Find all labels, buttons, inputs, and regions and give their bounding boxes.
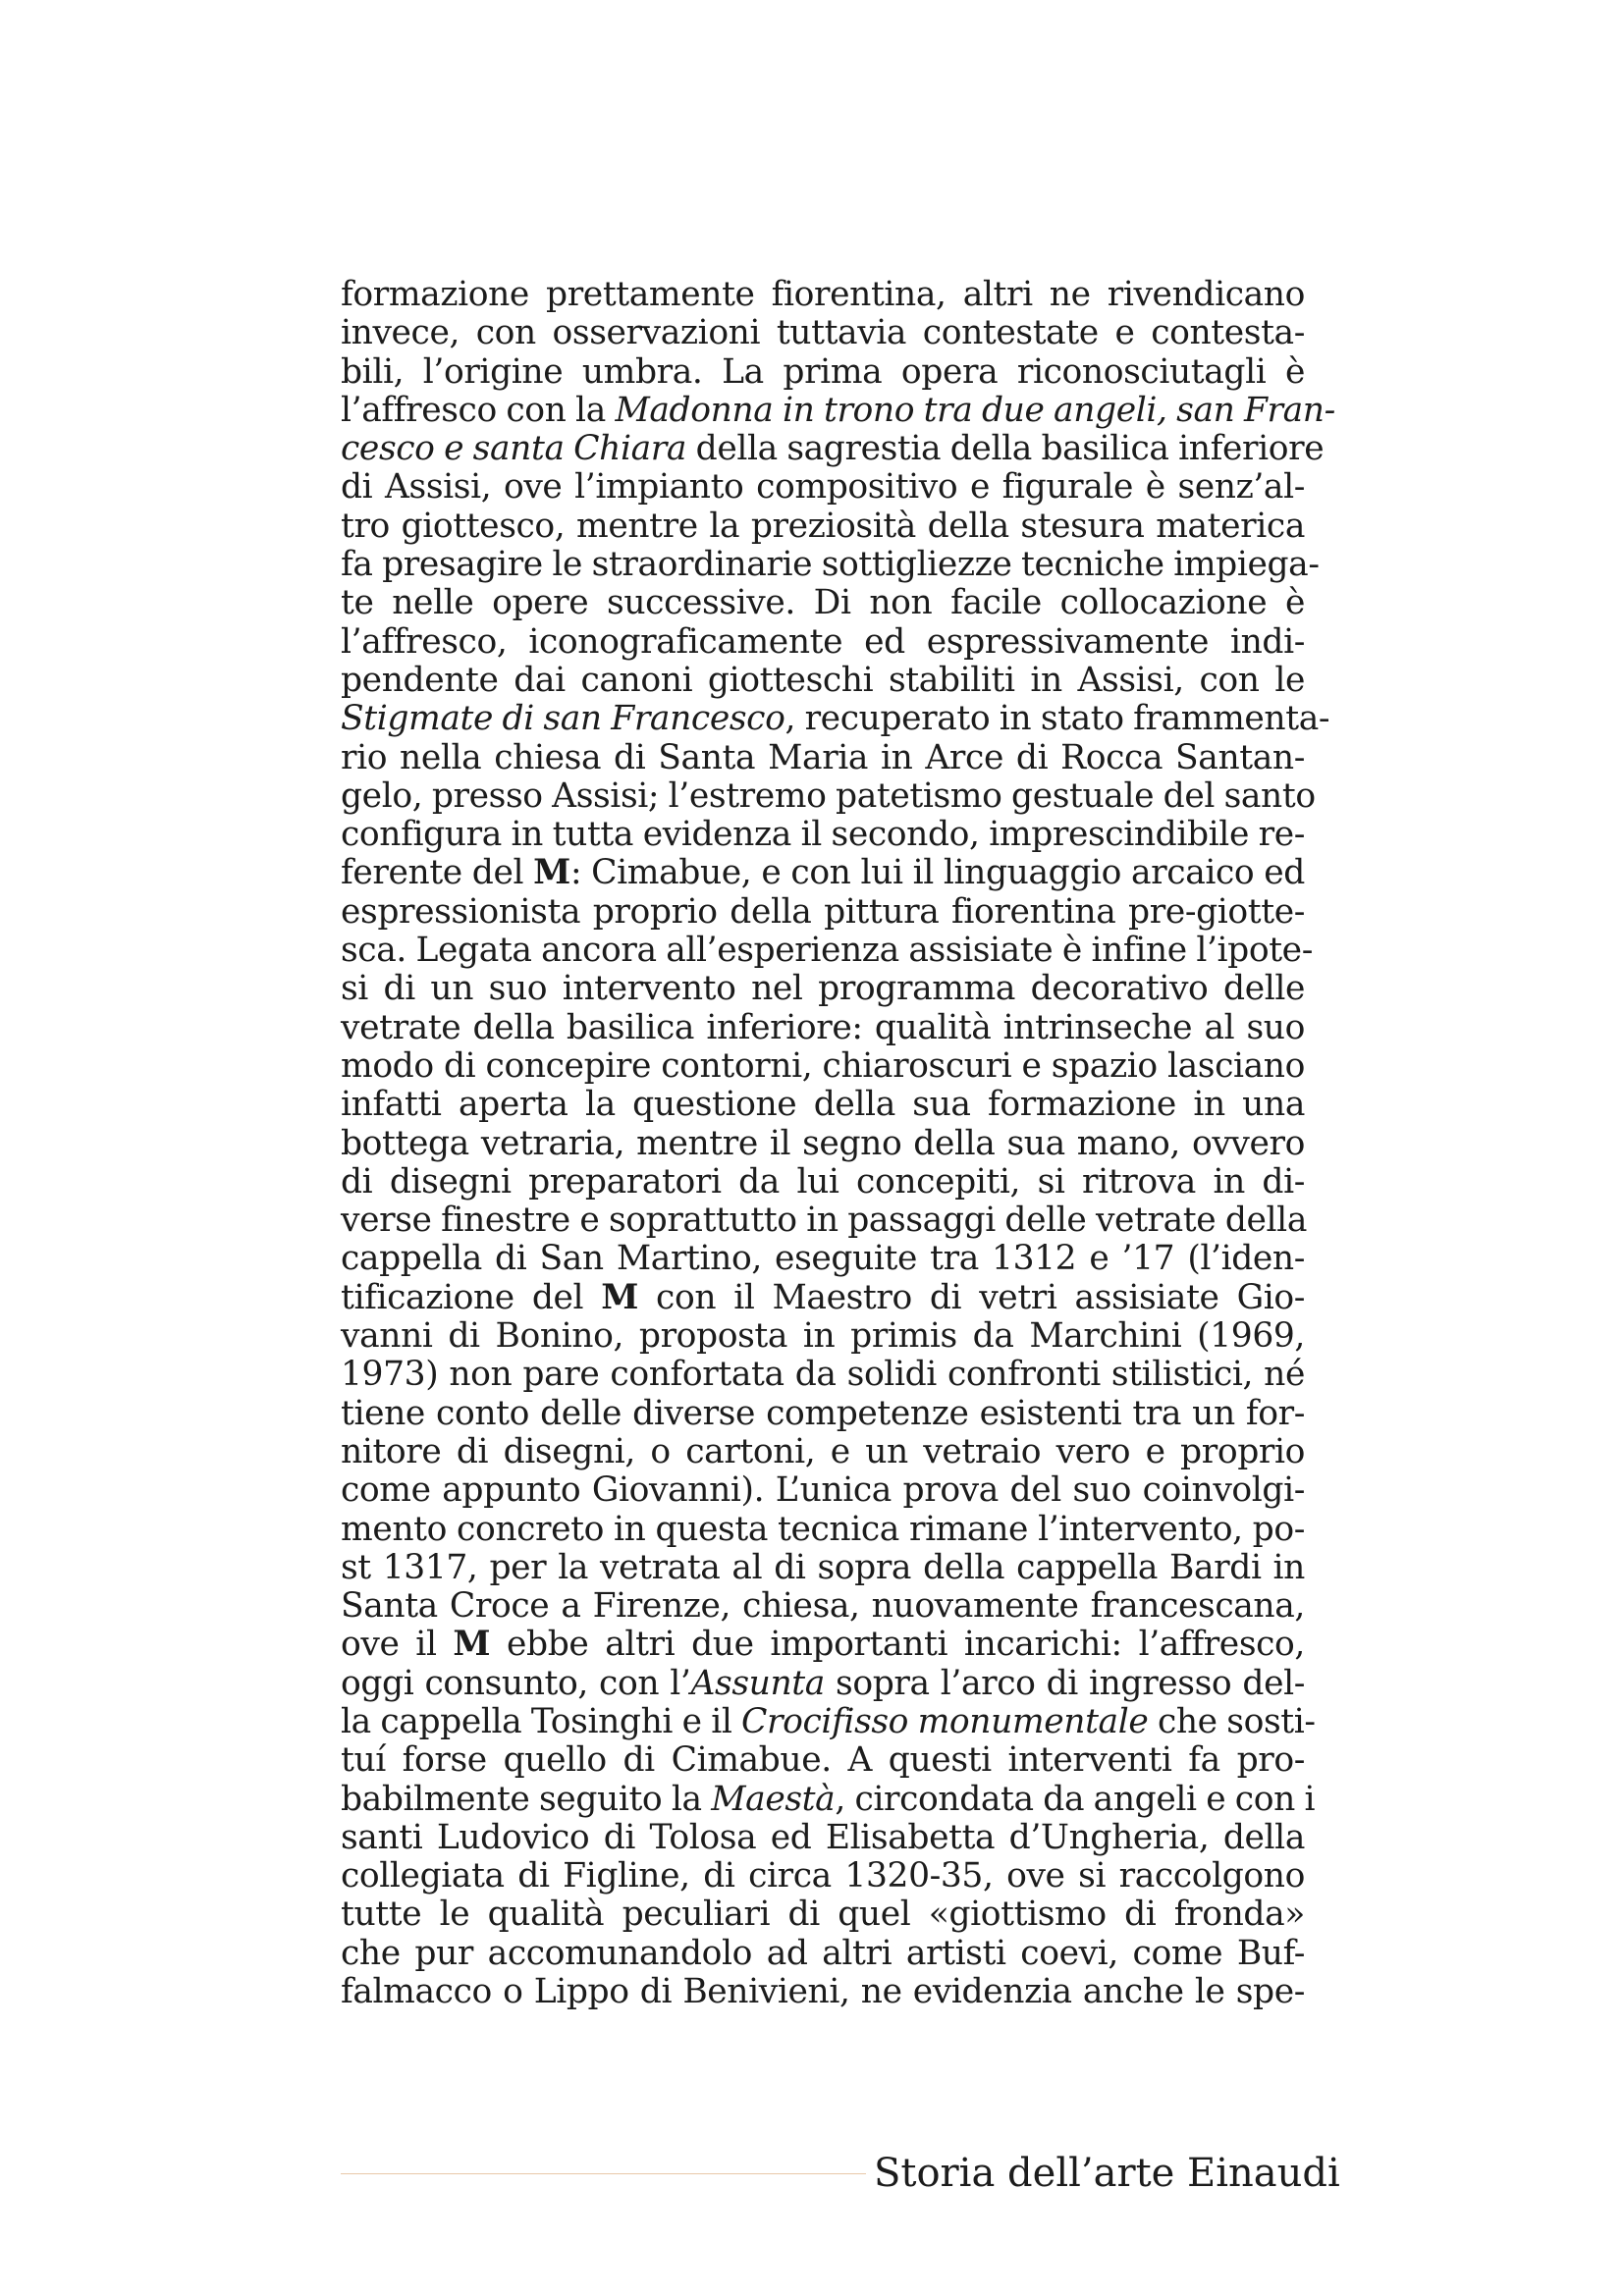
text-segment: si di un suo intervento nel programma decorativo delle: [341, 969, 1305, 1009]
text-line: [341, 1587, 1305, 1626]
text-segment: di Assisi, ove l’impianto compositivo e figurale è senz’al-: [341, 467, 1305, 507]
text-line: [341, 1857, 1305, 1896]
text-segment: : Cimabue, e con lui il linguaggio arcaico ed: [569, 853, 1305, 893]
text-line: [341, 623, 1305, 662]
text-segment: con il Maestro di vetri assisiate Gio-: [638, 1277, 1305, 1317]
text-line: [341, 1356, 1305, 1394]
text-segment: santi Ludovico di Tolosa ed Elisabetta d’Ungheria, della: [341, 1817, 1305, 1857]
text-segment: bili, l’origine umbra. La prima opera riconosciutagli è: [341, 351, 1305, 392]
text-segment: invece, con osservazioni tuttavia contestate e contesta-: [341, 313, 1305, 353]
text-segment: te nelle opere successive. Di non facile collocazione è: [341, 583, 1305, 623]
text-line: [341, 1240, 1305, 1278]
text-segment: 1973) non pare confortata da solidi confronti stilistici, né: [341, 1355, 1305, 1395]
text-segment: falmacco o Lippo di Benivieni, ne evidenzia anche le spe-: [341, 1972, 1305, 2012]
text-line: [341, 1935, 1305, 1973]
text-segment: formazione prettamente fiorentina, altri ne rivendicano: [341, 275, 1305, 314]
text-line: [341, 816, 1305, 854]
text-segment: tutte le qualità peculiari di quel «giottismo di fronda»: [341, 1895, 1305, 1935]
text-segment: l’affresco con la: [341, 390, 616, 430]
text-segment: ove il: [341, 1625, 454, 1665]
italic-text: Madonna in trono tra due angeli, san Fran-: [615, 390, 1335, 430]
text-segment: babilmente seguito la: [341, 1779, 712, 1819]
text-segment: tiene conto delle diverse competenze esistenti tra un for-: [341, 1393, 1305, 1433]
text-segment: gelo, presso Assisi; l’estremo patetismo gestuale del santo: [341, 775, 1316, 816]
text-segment: ferente del: [341, 853, 534, 893]
text-segment: vetrate della basilica inferiore: qualità intrinseche al suo: [341, 1007, 1305, 1047]
text-line: [341, 353, 1305, 392]
text-line: [341, 699, 1330, 739]
text-segment: espressionista proprio della pittura fiorentina pre-giotte-: [341, 891, 1305, 932]
text-segment: come appunto Giovanni). L’unica prova del suo coinvolgi-: [341, 1470, 1305, 1511]
text-line: [341, 1047, 1305, 1086]
text-segment: cappella di San Martino, eseguite tra 1312 e ’17 (l’iden-: [341, 1239, 1305, 1279]
text-segment: st 1317, per la vetrata al di sopra della cappella Bardi in: [341, 1547, 1305, 1587]
text-line: [341, 1741, 1305, 1780]
footer-rule: [341, 2173, 866, 2174]
text-segment: configura in tutta evidenza il secondo, imprescindibile re-: [341, 815, 1305, 855]
text-line: [341, 1549, 1305, 1587]
text-line: [341, 893, 1305, 932]
text-line: [341, 429, 1325, 469]
text-line: [341, 1779, 1316, 1819]
text-line: [341, 1896, 1305, 1934]
text-line: [341, 1086, 1305, 1124]
text-segment: che pur accomunandolo ad altri artisti coevi, come Buf-: [341, 1933, 1305, 1973]
text-line: [341, 1511, 1305, 1549]
italic-text: Stigmate di san Francesco: [341, 699, 785, 739]
text-segment: la cappella Tosinghi e il: [341, 1701, 742, 1741]
text-line: [341, 662, 1305, 700]
text-segment: sca. Legata ancora all’esperienza assisiate è infine l’ipote-: [341, 931, 1313, 971]
text-segment: tro giottesco, mentre la preziosità della stesura materica: [341, 506, 1305, 546]
text-line: [341, 545, 1320, 585]
text-segment: infatti aperta la questione della sua formazione in una: [341, 1085, 1305, 1125]
italic-text: cesco e santa Chiara: [341, 429, 687, 469]
bold-text: M: [533, 853, 570, 893]
text-segment: tificazione del: [341, 1277, 602, 1317]
text-segment: tuí forse quello di Cimabue. A questi interventi fa pro-: [341, 1740, 1305, 1781]
text-segment: che sosti-: [1148, 1701, 1316, 1741]
text-segment: verse finestre e soprattutto in passaggi delle vetrate della: [341, 1201, 1307, 1241]
text-line: [341, 931, 1313, 971]
text-line: [341, 1701, 1316, 1741]
text-segment: fa presagire le straordinarie sottigliezze tecniche impiega-: [341, 545, 1320, 585]
text-segment: l’affresco, iconograficamente ed espressivamente indi-: [341, 621, 1305, 662]
text-segment: , recuperato in stato frammenta-: [784, 699, 1330, 739]
text-segment: ebbe altri due importanti incarichi: l’affresco,: [490, 1625, 1305, 1665]
text-segment: bottega vetraria, mentre il segno della sua mano, ovvero: [341, 1123, 1305, 1163]
text-segment: mento concreto in questa tecnica rimane l’intervento, po-: [341, 1509, 1305, 1549]
text-line: [341, 507, 1305, 546]
text-line: [341, 1665, 1305, 1703]
text-line: [341, 1317, 1305, 1356]
text-line: [341, 775, 1316, 816]
text-line: [341, 1125, 1305, 1163]
text-line: [341, 854, 1305, 892]
text-line: [341, 390, 1335, 430]
text-line: [341, 1973, 1305, 2011]
text-line: [341, 739, 1305, 777]
text-segment: collegiata di Figline, di circa 1320-35, ove si raccolgono: [341, 1856, 1305, 1896]
text-line: [341, 1201, 1305, 1240]
text-segment: della sagrestia della basilica inferiore: [686, 429, 1325, 469]
text-line: [341, 468, 1305, 507]
bold-text: M: [453, 1625, 491, 1665]
italic-text: Assunta: [690, 1663, 825, 1703]
text-segment: vanni di Bonino, proposta in primis da Marchini (1969,: [341, 1316, 1305, 1357]
text-line: [341, 1395, 1305, 1433]
text-line: [341, 1009, 1305, 1047]
text-line: [341, 584, 1305, 622]
text-line: [341, 1626, 1305, 1664]
text-line: [341, 1471, 1305, 1510]
bold-text: M: [601, 1277, 639, 1317]
text-segment: di disegni preparatori da lui concepiti, si ritrova in di-: [341, 1161, 1305, 1201]
italic-text: Crocifisso monumentale: [741, 1701, 1149, 1741]
text-line: [341, 970, 1305, 1008]
text-line: [341, 1163, 1305, 1201]
text-segment: oggi consunto, con l’: [341, 1663, 691, 1703]
body-text: [341, 275, 1335, 2012]
text-segment: Santa Croce a Firenze, chiesa, nuovamente francescana,: [341, 1586, 1305, 1627]
text-line: [341, 314, 1305, 352]
text-line: [341, 1433, 1305, 1471]
text-line: [341, 1819, 1305, 1857]
text-segment: pendente dai canoni giotteschi stabiliti in Assisi, con le: [341, 660, 1305, 700]
footer-title: Storia dell’arte Einaudi: [874, 2151, 1340, 2196]
text-line: [341, 1279, 1305, 1317]
text-line: [341, 276, 1305, 314]
italic-text: Maestà: [711, 1779, 836, 1819]
text-segment: sopra l’arco di ingresso del-: [824, 1663, 1305, 1703]
text-segment: rio nella chiesa di Santa Maria in Arce di Rocca Santan-: [341, 737, 1305, 777]
text-segment: nitore di disegni, o cartoni, e un vetraio vero e proprio: [341, 1431, 1305, 1471]
text-segment: modo di concepire contorni, chiaroscuri e spazio lasciano: [341, 1045, 1305, 1086]
text-segment: , circondata da angeli e con i: [835, 1779, 1316, 1819]
